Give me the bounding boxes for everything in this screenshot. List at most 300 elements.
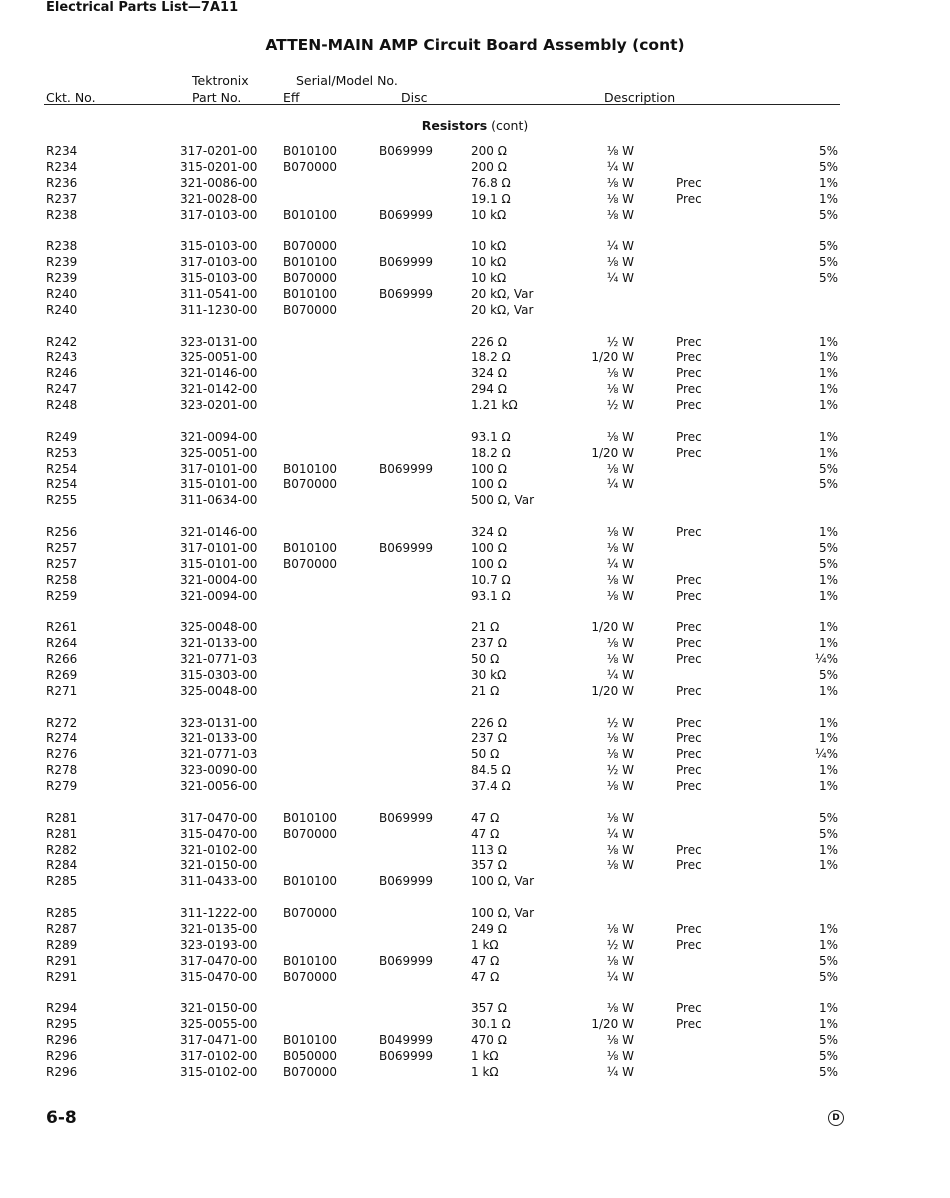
table-row	[0, 335, 950, 351]
ckt-no-cell: R246	[46, 366, 78, 381]
table-row	[0, 716, 950, 732]
part-no-cell: 321-0004-00	[180, 572, 258, 587]
table-row	[0, 462, 950, 478]
part-no-cell: 325-0048-00	[180, 683, 258, 698]
wattage-cell: 1/20 W	[591, 620, 634, 635]
ckt-no-cell: R257	[46, 540, 78, 555]
part-no-cell: 317-0101-00	[180, 540, 258, 555]
table-row	[0, 874, 950, 890]
table-row	[0, 763, 950, 779]
disc-cell: B069999	[379, 286, 434, 301]
disc-cell: B069999	[379, 207, 434, 222]
value-cell: 50 Ω	[471, 747, 500, 762]
ckt-no-cell: R248	[46, 398, 78, 413]
value-cell: 324 Ω	[471, 525, 507, 539]
table-row	[0, 557, 950, 573]
ckt-no-cell: R296	[46, 1033, 78, 1048]
value-cell: 47 Ω	[471, 953, 500, 968]
wattage-cell: ⅛ W	[606, 175, 634, 190]
disc-cell: B069999	[379, 874, 434, 889]
tolerance-cell: 1%	[818, 842, 838, 857]
tolerance-cell: 5%	[818, 556, 838, 571]
value-cell: 200 Ω	[471, 144, 507, 158]
table-row	[0, 906, 950, 922]
value-cell: 500 Ω, Var	[471, 493, 535, 508]
eff-cell: B010100	[283, 810, 338, 825]
table-row	[0, 938, 950, 954]
wattage-cell: ⅛ W	[606, 366, 634, 381]
part-no-cell: 321-0771-03	[180, 747, 258, 762]
part-no-cell: 321-0150-00	[180, 858, 258, 873]
value-cell: 100 Ω	[471, 477, 507, 492]
table-row	[0, 1049, 950, 1065]
wattage-cell: 1/20 W	[591, 350, 634, 365]
ckt-no-cell: R282	[46, 842, 78, 857]
wattage-cell: ⅛ W	[606, 588, 634, 603]
wattage-cell: ¼ W	[606, 969, 634, 984]
tolerance-cell: 5%	[818, 461, 838, 476]
wattage-cell: ⅛ W	[606, 747, 634, 762]
value-cell: 47 Ω	[471, 826, 500, 841]
tolerance-cell: 1%	[818, 191, 838, 206]
part-no-cell: 323-0193-00	[180, 937, 258, 952]
eff-cell: B070000	[283, 302, 338, 317]
precision-cell: Prec	[676, 366, 702, 381]
part-no-cell: 321-0146-00	[180, 366, 258, 381]
section-heading	[0, 118, 950, 133]
tolerance-cell: 1%	[818, 636, 838, 651]
ckt-no-cell: R281	[46, 810, 78, 825]
ckt-no-cell: R261	[46, 620, 78, 635]
part-no-cell: 311-0433-00	[180, 874, 258, 889]
wattage-cell: ⅛ W	[606, 540, 634, 555]
eff-cell: B070000	[283, 969, 338, 984]
table-row	[0, 573, 950, 589]
eff-cell: B070000	[283, 271, 338, 286]
value-cell: 1 kΩ	[471, 937, 499, 952]
ckt-no-cell: R264	[46, 636, 78, 651]
part-no-cell: 325-0051-00	[180, 350, 258, 365]
tolerance-cell: 5%	[818, 1064, 838, 1079]
ckt-no-cell: R296	[46, 1064, 78, 1079]
wattage-cell: 1/20 W	[591, 445, 634, 460]
part-no-cell: 315-0103-00	[180, 239, 258, 254]
value-cell: 30.1 Ω	[471, 1017, 511, 1032]
wattage-cell: ¼ W	[606, 556, 634, 571]
precision-cell: Prec	[676, 921, 702, 936]
value-cell: 21 Ω	[471, 683, 500, 698]
precision-cell: Prec	[676, 1017, 702, 1032]
ckt-no-cell: R249	[46, 429, 78, 444]
header-serial-model: Serial/Model No.	[296, 73, 398, 88]
header-disc: Disc	[401, 90, 428, 105]
part-no-cell: 317-0470-00	[180, 953, 258, 968]
value-cell: 357 Ω	[471, 1001, 507, 1016]
part-no-cell: 321-0102-00	[180, 842, 258, 857]
table-row	[0, 208, 950, 224]
wattage-cell: ⅛ W	[606, 842, 634, 857]
running-head: Electrical Parts List—7A11	[46, 0, 239, 15]
value-cell: 10 kΩ	[471, 271, 507, 286]
ckt-no-cell: R285	[46, 874, 78, 889]
wattage-cell: ⅛ W	[606, 810, 634, 825]
wattage-cell: ⅛ W	[606, 382, 634, 397]
table-row	[0, 1065, 950, 1081]
precision-cell: Prec	[676, 429, 702, 444]
tolerance-cell: ¼%	[814, 652, 838, 667]
value-cell: 100 Ω, Var	[471, 874, 535, 889]
part-no-cell: 325-0055-00	[180, 1017, 258, 1032]
precision-cell: Prec	[676, 175, 702, 190]
value-cell: 324 Ω	[471, 366, 507, 381]
precision-cell: Prec	[676, 1001, 702, 1016]
precision-cell: Prec	[676, 382, 702, 397]
ckt-no-cell: R255	[46, 493, 78, 508]
part-no-cell: 321-0028-00	[180, 191, 258, 206]
ckt-no-cell: R269	[46, 667, 78, 682]
header-tektronix: Tektronix	[192, 73, 249, 88]
eff-cell: B070000	[283, 906, 338, 920]
part-no-cell: 315-0101-00	[180, 477, 258, 492]
value-cell: 1.21 kΩ	[471, 398, 518, 413]
ckt-no-cell: R295	[46, 1017, 78, 1032]
precision-cell: Prec	[676, 334, 702, 349]
wattage-cell: ⅛ W	[606, 207, 634, 222]
ckt-no-cell: R296	[46, 1048, 78, 1063]
value-cell: 76.8 Ω	[471, 175, 511, 190]
table-row	[0, 176, 950, 192]
tolerance-cell: 5%	[818, 1048, 838, 1063]
wattage-cell: ¼ W	[606, 271, 634, 286]
table-row	[0, 1033, 950, 1049]
part-no-cell: 317-0103-00	[180, 207, 258, 222]
wattage-cell: ¼ W	[606, 239, 634, 254]
wattage-cell: ⅛ W	[606, 255, 634, 270]
part-no-cell: 315-0303-00	[180, 667, 258, 682]
precision-cell: Prec	[676, 652, 702, 667]
eff-cell: B010100	[283, 540, 338, 555]
table-row	[0, 398, 950, 414]
wattage-cell: ½ W	[606, 763, 634, 778]
table-row	[0, 827, 950, 843]
eff-cell: B010100	[283, 953, 338, 968]
part-no-cell: 323-0090-00	[180, 763, 258, 778]
wattage-cell: ¼ W	[606, 1064, 634, 1079]
parts-table	[0, 144, 950, 1081]
value-cell: 357 Ω	[471, 858, 507, 873]
value-cell: 10 kΩ	[471, 207, 507, 222]
part-no-cell: 317-0471-00	[180, 1033, 258, 1048]
part-no-cell: 311-1230-00	[180, 302, 258, 317]
tolerance-cell: 1%	[818, 572, 838, 587]
wattage-cell: ⅛ W	[606, 1001, 634, 1016]
disc-cell: B069999	[379, 953, 434, 968]
disc-cell: B069999	[379, 810, 434, 825]
tolerance-cell: 1%	[818, 763, 838, 778]
precision-cell: Prec	[676, 747, 702, 762]
table-row	[0, 954, 950, 970]
eff-cell: B010100	[283, 461, 338, 476]
wattage-cell: ⅛ W	[606, 858, 634, 873]
part-no-cell: 321-0135-00	[180, 921, 258, 936]
precision-cell: Prec	[676, 445, 702, 460]
part-no-cell: 321-0146-00	[180, 525, 258, 539]
part-no-cell: 315-0102-00	[180, 1064, 258, 1079]
precision-cell: Prec	[676, 636, 702, 651]
value-cell: 93.1 Ω	[471, 429, 511, 444]
disc-cell: B069999	[379, 461, 434, 476]
table-row	[0, 144, 950, 160]
precision-cell: Prec	[676, 779, 702, 794]
eff-cell: B070000	[283, 556, 338, 571]
ckt-no-cell: R236	[46, 175, 78, 190]
ckt-no-cell: R254	[46, 477, 78, 492]
tolerance-cell: 5%	[818, 953, 838, 968]
precision-cell: Prec	[676, 842, 702, 857]
precision-cell: Prec	[676, 715, 702, 730]
part-no-cell: 321-0771-03	[180, 652, 258, 667]
value-cell: 30 kΩ	[471, 667, 507, 682]
wattage-cell: 1/20 W	[591, 1017, 634, 1032]
wattage-cell: ½ W	[606, 715, 634, 730]
tolerance-cell: 1%	[818, 1001, 838, 1016]
eff-cell: B070000	[283, 159, 338, 174]
ckt-no-cell: R238	[46, 239, 78, 254]
ckt-no-cell: R234	[46, 144, 78, 158]
part-no-cell: 323-0201-00	[180, 398, 258, 413]
table-row	[0, 1017, 950, 1033]
table-row	[0, 620, 950, 636]
value-cell: 1 kΩ	[471, 1048, 499, 1063]
ckt-no-cell: R253	[46, 445, 78, 460]
table-row	[0, 525, 950, 541]
part-no-cell: 315-0470-00	[180, 826, 258, 841]
precision-cell: Prec	[676, 683, 702, 698]
table-row	[0, 1001, 950, 1017]
disc-cell: B069999	[379, 255, 434, 270]
tolerance-cell: 1%	[818, 683, 838, 698]
value-cell: 1 kΩ	[471, 1064, 499, 1079]
tolerance-cell: 5%	[818, 969, 838, 984]
part-no-cell: 317-0201-00	[180, 144, 258, 158]
part-no-cell: 323-0131-00	[180, 334, 258, 349]
ckt-no-cell: R243	[46, 350, 78, 365]
ckt-no-cell: R278	[46, 763, 78, 778]
ckt-no-cell: R240	[46, 302, 78, 317]
wattage-cell: ⅛ W	[606, 144, 634, 158]
wattage-cell: ⅛ W	[606, 1033, 634, 1048]
wattage-cell: ¼ W	[606, 477, 634, 492]
precision-cell: Prec	[676, 588, 702, 603]
value-cell: 10 kΩ	[471, 239, 507, 254]
value-cell: 20 kΩ, Var	[471, 286, 534, 301]
part-no-cell: 315-0103-00	[180, 271, 258, 286]
table-row	[0, 652, 950, 668]
part-no-cell: 315-0201-00	[180, 159, 258, 174]
part-no-cell: 321-0056-00	[180, 779, 258, 794]
wattage-cell: ⅛ W	[606, 731, 634, 746]
wattage-cell: ¼ W	[606, 667, 634, 682]
table-row	[0, 636, 950, 652]
part-no-cell: 321-0086-00	[180, 175, 258, 190]
value-cell: 237 Ω	[471, 636, 507, 651]
eff-cell: B010100	[283, 1033, 338, 1048]
table-row	[0, 858, 950, 874]
value-cell: 200 Ω	[471, 159, 507, 174]
table-row	[0, 731, 950, 747]
value-cell: 84.5 Ω	[471, 763, 511, 778]
section-suffix: (cont)	[491, 118, 529, 133]
eff-cell: B010100	[283, 874, 338, 889]
part-no-cell: 315-0101-00	[180, 556, 258, 571]
tolerance-cell: 5%	[818, 271, 838, 286]
ckt-no-cell: R279	[46, 779, 78, 794]
wattage-cell: ¼ W	[606, 159, 634, 174]
eff-cell: B010100	[283, 144, 338, 158]
tolerance-cell: 1%	[818, 525, 838, 539]
table-row	[0, 779, 950, 795]
part-no-cell: 317-0102-00	[180, 1048, 258, 1063]
ckt-no-cell: R240	[46, 286, 78, 301]
wattage-cell: ⅛ W	[606, 1048, 634, 1063]
table-row	[0, 493, 950, 509]
value-cell: 10.7 Ω	[471, 572, 511, 587]
precision-cell: Prec	[676, 858, 702, 873]
wattage-cell: ⅛ W	[606, 525, 634, 539]
wattage-cell: ½ W	[606, 334, 634, 349]
value-cell: 50 Ω	[471, 652, 500, 667]
header-description: Description	[604, 90, 676, 105]
tolerance-cell: 1%	[818, 445, 838, 460]
value-cell: 21 Ω	[471, 620, 500, 635]
tolerance-cell: 5%	[818, 159, 838, 174]
value-cell: 47 Ω	[471, 969, 500, 984]
ckt-no-cell: R256	[46, 525, 78, 539]
table-row	[0, 970, 950, 986]
value-cell: 237 Ω	[471, 731, 507, 746]
precision-cell: Prec	[676, 572, 702, 587]
page-number: 6-8	[46, 1108, 77, 1128]
value-cell: 37.4 Ω	[471, 779, 511, 794]
wattage-cell: ¼ W	[606, 826, 634, 841]
value-cell: 100 Ω	[471, 540, 507, 555]
ckt-no-cell: R258	[46, 572, 78, 587]
value-cell: 20 kΩ, Var	[471, 302, 534, 317]
part-no-cell: 325-0048-00	[180, 620, 258, 635]
precision-cell: Prec	[676, 398, 702, 413]
ckt-no-cell: R239	[46, 271, 78, 286]
disc-cell: B069999	[379, 144, 434, 158]
ckt-no-cell: R237	[46, 191, 78, 206]
table-row	[0, 303, 950, 319]
wattage-cell: ⅛ W	[606, 779, 634, 794]
disc-cell: B069999	[379, 1048, 434, 1063]
tolerance-cell: 1%	[818, 858, 838, 873]
part-no-cell: 317-0470-00	[180, 810, 258, 825]
value-cell: 100 Ω	[471, 556, 507, 571]
eff-cell: B070000	[283, 239, 338, 254]
tolerance-cell: 1%	[818, 620, 838, 635]
part-no-cell: 321-0133-00	[180, 731, 258, 746]
tolerance-cell: 1%	[818, 937, 838, 952]
tolerance-cell: 5%	[818, 239, 838, 254]
table-row	[0, 541, 950, 557]
tolerance-cell: 5%	[818, 810, 838, 825]
wattage-cell: 1/20 W	[591, 683, 634, 698]
part-no-cell: 321-0094-00	[180, 588, 258, 603]
table-row	[0, 350, 950, 366]
tolerance-cell: 1%	[818, 921, 838, 936]
value-cell: 470 Ω	[471, 1033, 507, 1048]
wattage-cell: ½ W	[606, 937, 634, 952]
ckt-no-cell: R276	[46, 747, 78, 762]
header-eff: Eff	[283, 90, 300, 105]
tolerance-cell: 5%	[818, 477, 838, 492]
value-cell: 113 Ω	[471, 842, 507, 857]
ckt-no-cell: R259	[46, 588, 78, 603]
ckt-no-cell: R239	[46, 255, 78, 270]
tolerance-cell: 1%	[818, 731, 838, 746]
value-cell: 47 Ω	[471, 810, 500, 825]
precision-cell: Prec	[676, 620, 702, 635]
value-cell: 100 Ω, Var	[471, 906, 535, 920]
table-row	[0, 271, 950, 287]
header-part-no: Part No.	[192, 90, 242, 105]
wattage-cell: ⅛ W	[606, 652, 634, 667]
tolerance-cell: 5%	[818, 207, 838, 222]
eff-cell: B070000	[283, 477, 338, 492]
table-row	[0, 446, 950, 462]
header-rule	[44, 104, 840, 105]
revision-mark: D	[828, 1110, 844, 1126]
value-cell: 93.1 Ω	[471, 588, 511, 603]
tolerance-cell: 1%	[818, 429, 838, 444]
ckt-no-cell: R291	[46, 969, 78, 984]
part-no-cell: 325-0051-00	[180, 445, 258, 460]
value-cell: 249 Ω	[471, 921, 507, 936]
tolerance-cell: 5%	[818, 540, 838, 555]
table-row	[0, 382, 950, 398]
tolerance-cell: 5%	[818, 144, 838, 158]
tolerance-cell: 1%	[818, 175, 838, 190]
precision-cell: Prec	[676, 525, 702, 539]
ckt-no-cell: R284	[46, 858, 78, 873]
ckt-no-cell: R274	[46, 731, 78, 746]
tolerance-cell: 1%	[818, 1017, 838, 1032]
tolerance-cell: 5%	[818, 1033, 838, 1048]
table-row	[0, 477, 950, 493]
part-no-cell: 311-0541-00	[180, 286, 258, 301]
wattage-cell: ⅛ W	[606, 953, 634, 968]
wattage-cell: ⅛ W	[606, 636, 634, 651]
precision-cell: Prec	[676, 731, 702, 746]
value-cell: 226 Ω	[471, 334, 507, 349]
tolerance-cell: 5%	[818, 667, 838, 682]
tolerance-cell: 1%	[818, 350, 838, 365]
value-cell: 100 Ω	[471, 461, 507, 476]
part-no-cell: 321-0094-00	[180, 429, 258, 444]
value-cell: 19.1 Ω	[471, 191, 511, 206]
ckt-no-cell: R266	[46, 652, 78, 667]
table-row	[0, 239, 950, 255]
tolerance-cell: 1%	[818, 715, 838, 730]
wattage-cell: ⅛ W	[606, 429, 634, 444]
disc-cell: B069999	[379, 540, 434, 555]
ckt-no-cell: R291	[46, 953, 78, 968]
precision-cell: Prec	[676, 937, 702, 952]
tolerance-cell: 5%	[818, 826, 838, 841]
tolerance-cell: 1%	[818, 588, 838, 603]
